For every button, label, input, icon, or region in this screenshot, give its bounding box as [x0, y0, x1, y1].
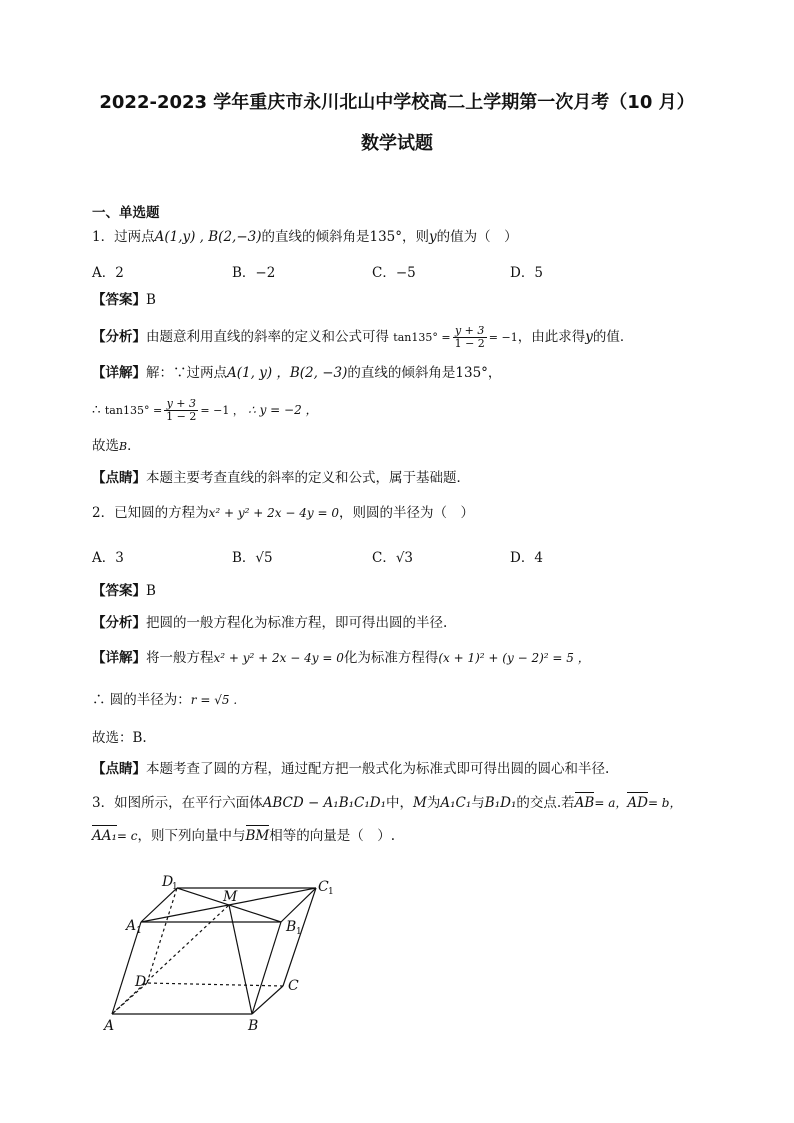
q1-analysis: 【分析】由题意利用直线的斜率的定义和公式可得 tan135° = $\frac{y + 3}{1 - 2}$ = −1，由此求得y的值．	[92, 324, 634, 350]
edge-D1A1	[141, 888, 177, 922]
label-B: B	[248, 1018, 259, 1034]
q2-radius: ∴ 圆的半径为：r = √5 .	[92, 692, 238, 708]
q1-option-b: B．−2	[232, 265, 276, 281]
label-M: M	[223, 889, 238, 905]
label-D1-sub: 1	[172, 882, 178, 892]
q1-detail: 【详解】解：∵过两点A(1, y) ，B(2, −3)的直线的倾斜角是135°，	[92, 365, 502, 381]
q3-stem-line2: AA₁= c，则下列向量中与BM相等的向量是（ ）.	[92, 828, 396, 844]
label-A1-sub: 1	[136, 926, 142, 936]
q2-comment: 【点睛】本题考查了圆的方程，通过配方把一般式化为标准式即可得出圆的圆心和半径.	[92, 761, 610, 777]
q2-detail: 【详解】将一般方程x² + y² + 2x − 4y = 0化为标准方程得(x + 1)² + (y − 2)² = 5 ，	[92, 650, 590, 666]
q1-points: A(1,y) , B(2,−3)	[154, 229, 262, 245]
edge-CC1	[283, 888, 316, 986]
label-D1: D	[162, 874, 174, 890]
q1-stem: 1．过两点A(1,y) , B(2,−3)的直线的倾斜角是135°，则y的值为（ ）	[92, 229, 518, 245]
label-C: C	[288, 978, 299, 994]
q1-option-c: C．−5	[372, 265, 416, 281]
q1-detail-line2: ∴ tan135° = $\frac{y + 3}{1 - 2}$ = −1 ， ∴ y = −2 ，	[92, 397, 318, 423]
q2-option-d: D．4	[510, 550, 543, 566]
label-D: D	[135, 974, 147, 990]
label-B1: B	[286, 919, 297, 935]
q3-stem: 3．如图所示，在平行六面体ABCD − A₁B₁C₁D₁中，M为A₁C₁与B₁D₁的交点.若AB= a，AD= b，	[92, 795, 682, 811]
q2-option-b: B．√5	[232, 550, 273, 566]
label-A: A	[104, 1018, 115, 1034]
q2-stem: 2．已知圆的方程为x² + y² + 2x − 4y = 0，则圆的半径为（ ）	[92, 505, 474, 521]
q2-option-a: A．3	[92, 550, 124, 566]
q1-comment: 【点睛】本题主要考查直线的斜率的定义和公式，属于基础题．	[92, 470, 470, 486]
label-C1: C	[318, 879, 329, 895]
label-A1: A	[126, 918, 137, 934]
q1-option-a: A．2	[92, 265, 124, 281]
label-C1-sub: 1	[328, 887, 334, 897]
exam-title: 2022-2023 学年重庆市永川北山中学校高二上学期第一次月考（10 月）	[99, 92, 695, 113]
q2-choose: 故选：B.	[92, 730, 147, 746]
q1-answer: 【答案】B	[92, 292, 156, 308]
label-B1-sub: 1	[296, 927, 302, 937]
q2-answer: 【答案】B	[92, 583, 156, 599]
section-heading: 一、单选题	[92, 205, 160, 221]
edge-CD	[147, 983, 283, 986]
q1-choose: 故选B．	[92, 438, 141, 454]
q2-option-c: C．√3	[372, 550, 414, 566]
q1-option-d: D．5	[510, 265, 543, 281]
q2-analysis: 【分析】把圆的一般方程化为标准方程，即可得出圆的半径.	[92, 615, 448, 631]
segment-BM	[229, 905, 252, 1014]
exam-subtitle: 数学试题	[361, 133, 433, 154]
parallelepiped-figure	[95, 868, 355, 1038]
q1-fraction: $\frac{y + 3}{1 - 2}$	[454, 324, 485, 350]
